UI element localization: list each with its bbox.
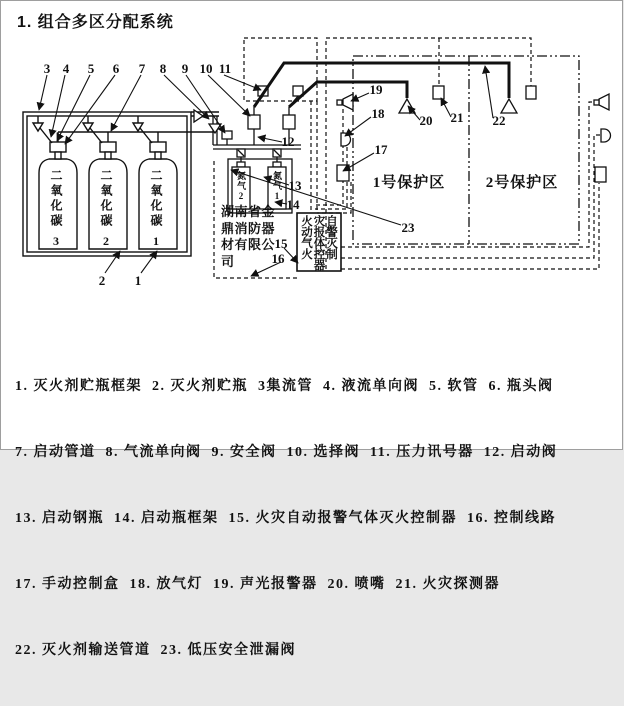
cylinder-label-co2-3: 二氧化碳3: [49, 169, 63, 248]
page-title: 1. 组合多区分配系统: [17, 14, 174, 31]
legend-line-4: 17. 手动控制盒 18. 放气灯 19. 声光报警器 20. 喷嘴 21. 火灾探测器: [15, 577, 500, 592]
callout-20: 20: [419, 113, 433, 128]
cylinder-label-co2-1: 二氧化碳1: [149, 169, 163, 248]
manual-control-box-icon: [337, 165, 349, 181]
fire-detector-icon: [526, 86, 536, 99]
manual-control-box-icon: [595, 167, 606, 182]
horn-icon: [337, 100, 342, 105]
callout-15: 15: [274, 236, 288, 251]
gas-release-lamp-icon: [601, 129, 611, 142]
callout-5: 5: [87, 61, 95, 76]
callout-11: 11: [218, 61, 232, 76]
callout-6: 6: [112, 61, 120, 76]
callout-21: 21: [450, 110, 464, 125]
callout-19: 19: [369, 82, 383, 97]
callout-9: 9: [181, 61, 189, 76]
callout-7: 7: [138, 61, 146, 76]
starter-label-n2-2: 氮气2: [236, 171, 246, 202]
horn-icon: [594, 100, 599, 105]
legend-line-2: 7. 启动管道 8. 气流单向阀 9. 安全阀 10. 选择阀 11. 压力讯号器 12. 启动阀: [15, 445, 558, 460]
zone2-label: 2号保护区: [485, 175, 559, 191]
callout-16: 16: [271, 251, 285, 266]
callout-17: 17: [374, 142, 388, 157]
system-diagram: [1, 1, 624, 331]
horn-icon: [343, 94, 353, 110]
legend-line-3: 13. 启动钢瓶 14. 启动瓶框架 15. 火灾自动报警气体灭火控制器 16. 控制线路: [15, 511, 556, 526]
callout-10: 10: [199, 61, 213, 76]
callout-13: 13: [288, 178, 302, 193]
callout-23: 23: [401, 220, 415, 235]
fire-detector-icon: [433, 86, 444, 99]
cylinder-label-co2-2: 二氧化碳2: [99, 169, 113, 248]
callout-4: 4: [62, 61, 70, 76]
legend: [15, 332, 615, 706]
callout-8: 8: [159, 61, 167, 76]
callout-14: 14: [286, 197, 300, 212]
callout-1: 1: [134, 273, 142, 288]
company-watermark: 湖南省金鼎消防器材有限公司: [221, 204, 276, 269]
callout-18: 18: [371, 106, 385, 121]
horn-icon: [599, 94, 609, 110]
callout-12: 12: [281, 134, 295, 149]
callout-2: 2: [98, 273, 106, 288]
callout-22: 22: [492, 113, 506, 128]
starter-label-n2-1: 氮气1: [272, 171, 282, 202]
legend-line-5: 22. 灭火剂输送管道 23. 低压安全泄漏阀: [15, 643, 296, 658]
nozzle-icon: [501, 99, 517, 113]
callout-3: 3: [43, 61, 51, 76]
zone1-label: 1号保护区: [372, 175, 446, 191]
legend-line-1: 1. 灭火剂贮瓶框架 2. 灭火剂贮瓶 3集流管 4. 液流单向阀 5. 软管 6. 瓶头阀: [15, 379, 554, 394]
selector-valves: [248, 86, 303, 145]
controller-label: 火灾自动报警气体灭火控制器: [301, 216, 339, 272]
